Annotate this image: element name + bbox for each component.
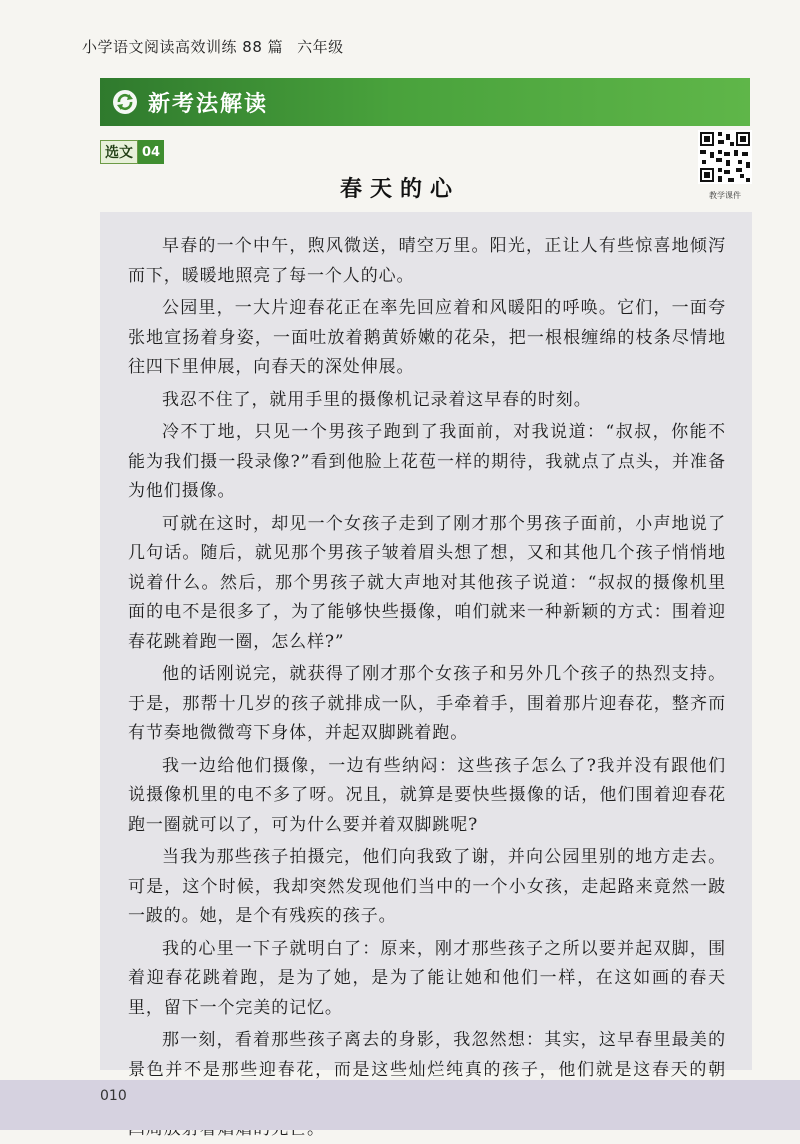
- refresh-arrows-icon: [112, 89, 138, 115]
- qr-caption: 教学课件: [709, 191, 741, 200]
- page-number: 010: [100, 1088, 127, 1104]
- book-title: 小学语文阅读高效训练 88 篇: [82, 38, 284, 56]
- paragraph: 公园里，一大片迎春花正在率先回应着和风暖阳的呼唤。它们，一面夸张地宣扬着身姿，一面吐放着鹅黄娇嫩的花朵，把一根根缠绵的枝条尽情地往四下里伸展，向春天的深处伸展。: [128, 298, 726, 377]
- paragraph: 冷不丁地，只见一个男孩子跑到了我面前，对我说道：“叔叔，你能不能为我们摄一段录像?”看到他脸上花苞一样的期待，我就点了点头，并准备为他们摄像。: [128, 422, 726, 501]
- paragraph: 可就在这时，却见一个女孩子走到了刚才那个男孩子面前，小声地说了几句话。随后，就见那个男孩子皱着眉头想了想，又和其他几个孩子悄悄地说着什么。然后，那个男孩子就大声地对其他孩子说道：“叔叔的摄像机里面的电不是很多了，为了能够快些摄像，咱们就来一种新颖的方式：围着迎春花跳着跑一圈，怎么样?”: [128, 513, 726, 652]
- paragraph: 当我为那些孩子拍摄完，他们向我致了谢，并向公园里别的地方走去。可是，这个时候，我却突然发现他们当中的一个小女孩，走起路来竟然一跛一跛的。她，是个有残疾的孩子。: [128, 847, 726, 926]
- paragraph: 我的心里一下子就明白了：原来，刚才那些孩子之所以要并起双脚，围着迎春花跳着跑，是为了她，是为了能让她和他们一样，在这如画的春天里，留下一个完美的记忆。: [128, 938, 726, 1018]
- paragraph: 我一边给他们摄像，一边有些纳闷：这些孩子怎么了?我并没有跟他们说摄像机里的电不多了呀。况且，就算是要快些摄像的话，他们围着迎春花跑一圈就可以了，可为什么要并着双脚跳呢?: [128, 755, 726, 835]
- banner-title: 新考法解读: [148, 91, 269, 117]
- tag-label: 选文: [100, 140, 138, 164]
- article-title: 春天的心: [339, 176, 460, 202]
- paragraph: 早春的一个中午，煦风微送，晴空万里。阳光，正让人有些惊喜地倾泻而下，暖暖地照亮了每一个人的心。: [128, 236, 726, 286]
- tag-number: 04: [138, 140, 164, 164]
- section-banner: [100, 78, 750, 126]
- paragraph: 他的话刚说完，就获得了刚才那个女孩子和另外几个孩子的热烈支持。于是，那帮十几岁的孩子就排成一队，手牵着手，围着那片迎春花，整齐而有节奏地微微弯下身体，并起双脚跳着跑。: [128, 664, 726, 743]
- page-header: [82, 36, 344, 57]
- grade-label: 六年级: [297, 38, 344, 56]
- article-body: [100, 212, 752, 1080]
- selection-tag: [100, 140, 164, 164]
- paragraph: 我忍不住了，就用手里的摄像机记录着这早春的时刻。: [162, 389, 592, 410]
- paragraph: 那一刻，看着那些孩子离去的身影，我忽然想：其实，这早春里最美的景色并不是那些迎春花，而是这些灿烂纯真的孩子，他们就是这春天的朝: [128, 1030, 726, 1080]
